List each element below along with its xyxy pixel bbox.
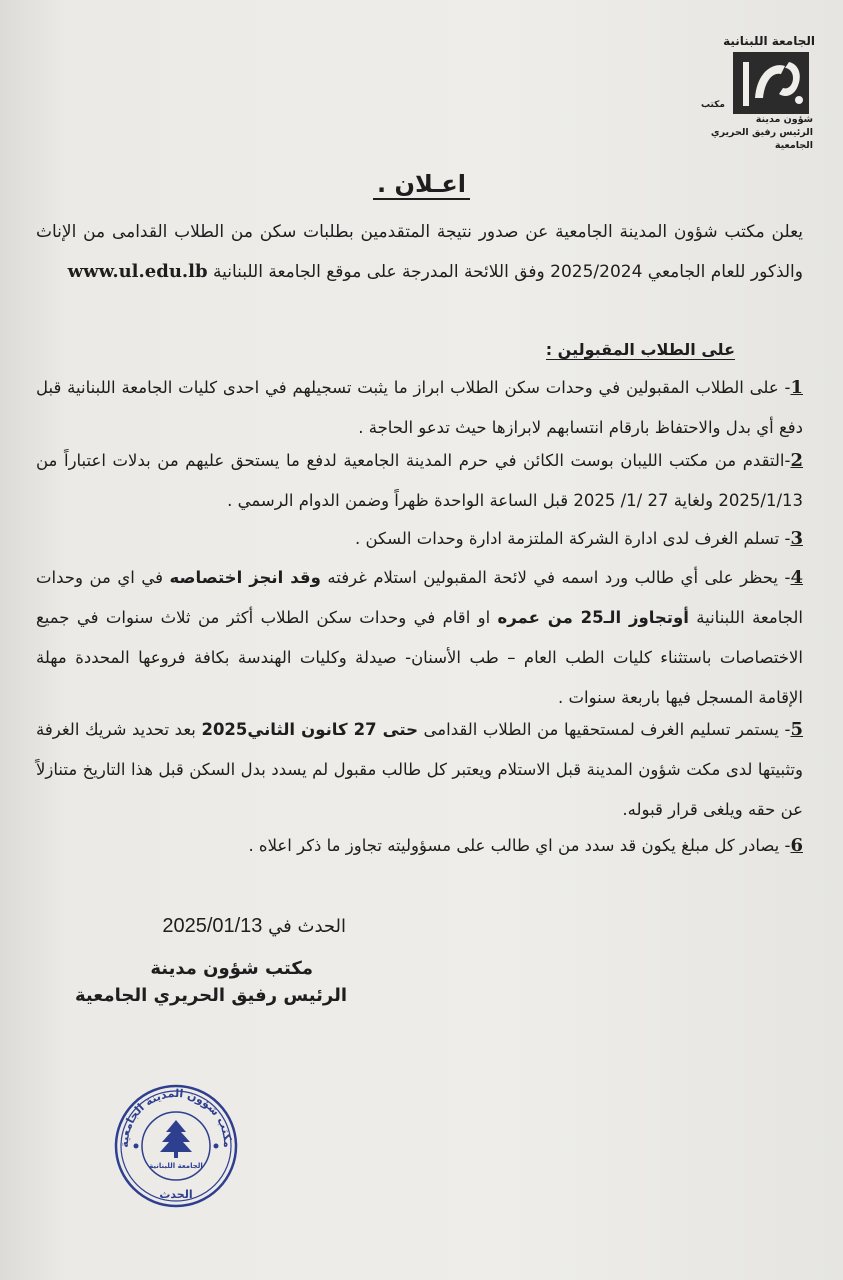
item-number: 5: [790, 719, 804, 740]
item-text: - يصادر كل مبلغ يكون قد سدد من اي طالب على مسؤوليته تجاوز ما ذكر اعلاه .: [248, 836, 791, 855]
stamp-ring-text: مكتب شؤون المدينة الجامعية: [117, 1086, 235, 1148]
university-name: الجامعة اللبنانية: [723, 34, 815, 48]
list-item-4: [36, 558, 803, 718]
office-line-3: الجامعية: [774, 140, 813, 151]
list-item-3: [36, 519, 803, 559]
announcement-title: اعـلان .: [0, 170, 843, 198]
list-item-6: [36, 826, 803, 866]
stamp-inner-text: الجامعة اللبنانية: [149, 1162, 203, 1170]
item-number: 1: [790, 377, 803, 398]
website-url: www.ul.edu.lb: [67, 261, 208, 282]
list-item-2: [36, 441, 803, 521]
item-number: 2: [790, 450, 803, 471]
item-text: بعد تحديد شريك الغرفة وتثبيتها لدى مكت شؤون المدينة قبل الاستلام ويعتبر كل طالب مقبول لم يسدد بدل السكن قبل هذا التاريخ متنازلاً عن حقه ويلغى قرار قبوله.: [36, 720, 803, 819]
list-item-5: [36, 710, 803, 830]
signature-line-1: مكتب شؤون مدينة: [150, 958, 313, 979]
item-text: - يستمر تسليم الغرف لمستحقيها من الطلاب القدامى: [417, 720, 791, 739]
item-emphasis: أوتجاوز الـ25 من عمره: [497, 608, 689, 627]
official-stamp: [108, 1080, 244, 1210]
issue-date-line: [162, 915, 346, 938]
list-item-1: [36, 368, 803, 448]
office-word: مكتب: [700, 100, 725, 110]
item-number: 3: [790, 528, 803, 549]
intro-paragraph: [36, 212, 803, 292]
section-subheading: على الطلاب المقبولين :: [545, 340, 735, 359]
item-number: 4: [790, 567, 804, 588]
item-text: في اي من وحدات الجامعة اللبنانية: [36, 568, 804, 627]
item-text: - على الطلاب المقبولين في وحدات سكن الطلاب ابراز ما يثبت تسجيلهم في احدى كليات الجامعة اللبنانية قبل دفع أي بدل والاحتفاظ بارقام انتسابهم لابرازها حيث تدعو الحاجة .: [36, 378, 803, 437]
item-text: او اقام في وحدات سكن الطلاب أكثر من ثلاث سنوات في جميع الاختصاصات باستثناء كليات الطب العام – طب الأسنان- صيدلة وكليات الهندسة بكافة فروعها المحددة مهلة الإقامة المسجل فيها باربعة سنوات .: [36, 608, 803, 707]
intro-text: يعلن مكتب شؤون المدينة الجامعية عن صدور نتيجة المتقدمين بطلبات سكن من الطلاب القدامى من الإناث والذكور للعام الجامعي 2025/2024 وفق اللائحة المدرجة على موقع الجامعة اللبنانية: [36, 222, 803, 282]
signature-line-2: الرئيس رفيق الحريري الجامعية: [75, 985, 347, 1006]
stamp-bottom-text: الحدث: [159, 1188, 193, 1201]
university-logo: [733, 52, 809, 114]
issue-date: 2025/01/13: [162, 915, 263, 937]
item-text: - يحظر على أي طالب ورد اسمه في لائحة المقبولين استلام غرفته: [320, 568, 791, 587]
cedar-icon: [160, 1120, 192, 1158]
office-line-2: الرئيس رفيق الحريري: [710, 127, 813, 138]
date-prefix: الحدث في: [268, 916, 346, 937]
item-emphasis: حتى 27 كانون الثاني2025: [201, 720, 418, 739]
item-text: - تسلم الغرف لدى ادارة الشركة الملتزمة ادارة وحدات السكن .: [354, 529, 791, 548]
item-emphasis: وقد انجز اختصاصه: [169, 568, 321, 587]
item-text: -التقدم من مكتب الليبان بوست الكائن في حرم المدينة الجامعية لدفع ما يستحق عليهم من بدلات اعتباراً من 2025/1/13 ولغاية 27 /1/ 2025 قبل الساعة الواحدة ظهراً وضمن الدوام الرسمي .: [36, 451, 803, 510]
office-line-1: شؤون مدينة: [755, 114, 813, 125]
item-number: 6: [790, 835, 803, 856]
